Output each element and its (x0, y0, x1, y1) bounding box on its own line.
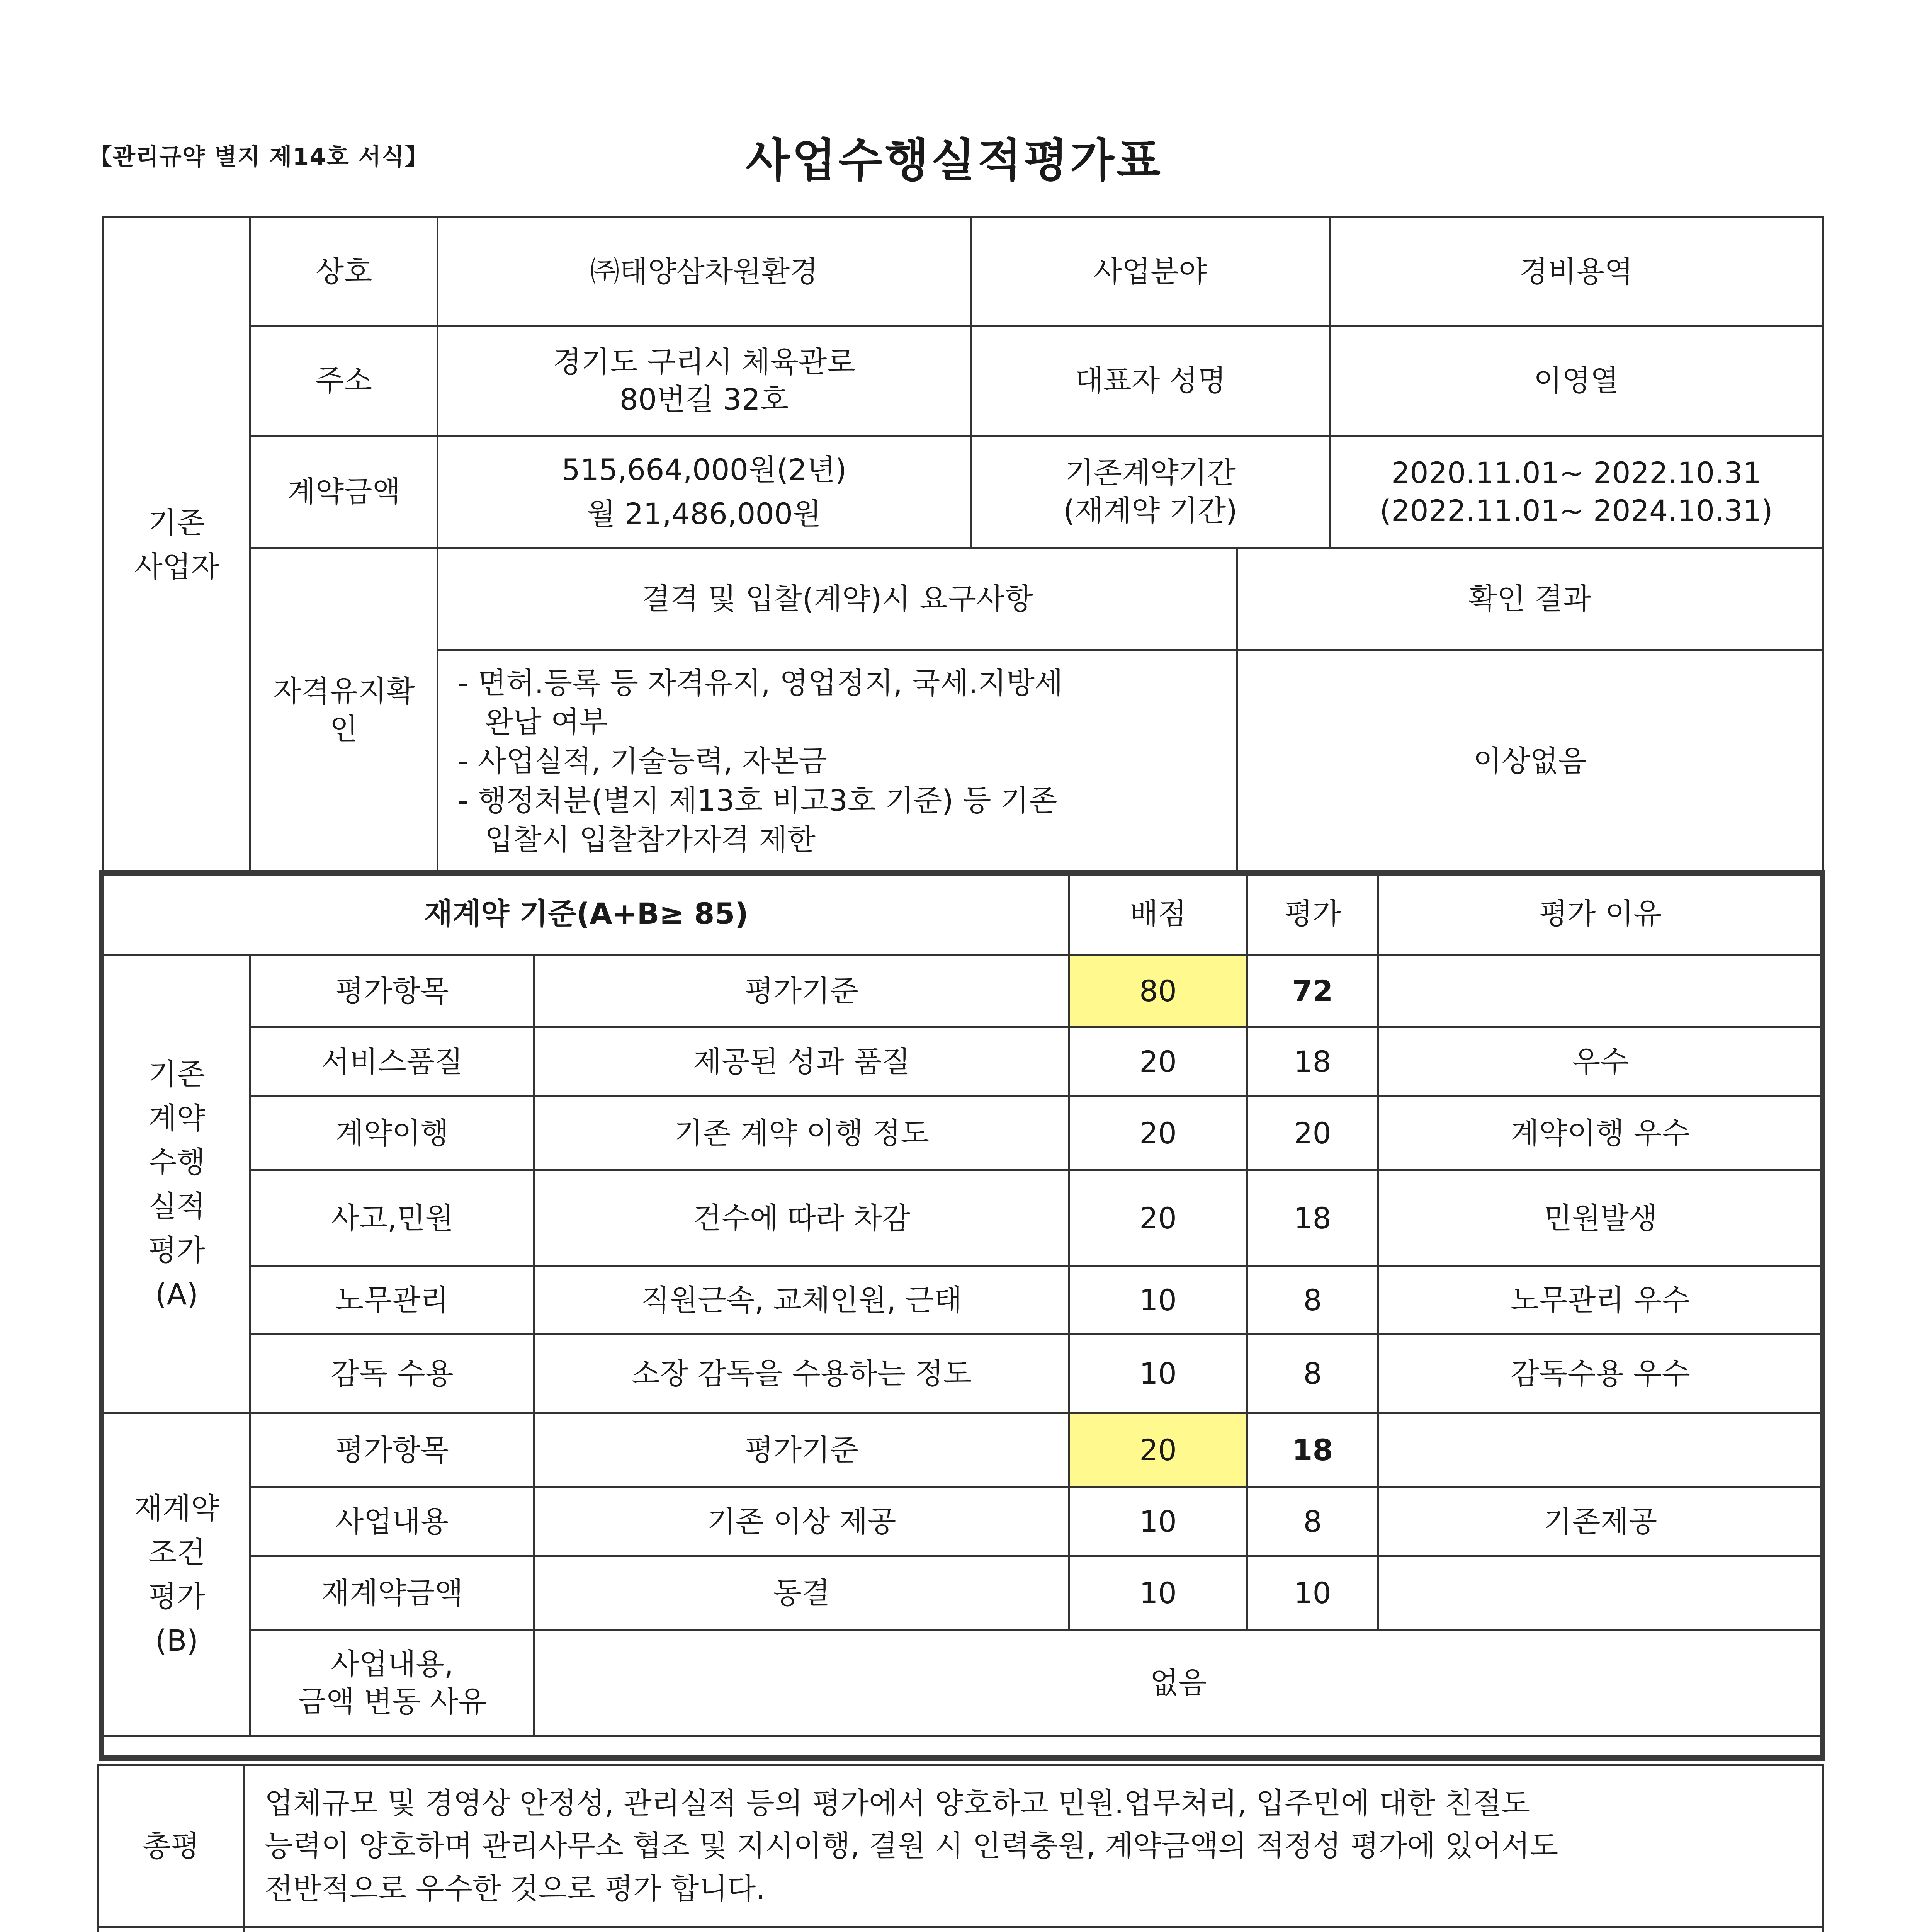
section-b-item-header: 평가항목 (250, 1413, 534, 1487)
form-number-tag: 【관리규약 별지 제14호 서식】 (89, 143, 429, 170)
reason-header: 평가 이유 (1378, 872, 1823, 956)
table-row-item: 사고,민원 (250, 1170, 534, 1267)
change-reason-value: 없음 (534, 1630, 1823, 1736)
table-row-std: 소장 감독을 수용하는 정도 (534, 1334, 1069, 1413)
section-a-std-header: 평가기준 (534, 956, 1069, 1027)
table-row-score: 20 (1069, 1097, 1247, 1170)
business-field: 경비용역 (1330, 218, 1823, 326)
score-header: 배점 (1069, 872, 1247, 956)
table-row-reason: 노무관리 우수 (1378, 1267, 1823, 1334)
existing-contractor-label: 기존 사업자 (104, 218, 250, 872)
contract-period: 2020.11.01~ 2022.10.31 (2022.11.01~ 2024.10.31) (1330, 436, 1823, 548)
contract-amount-label: 계약금액 (250, 436, 438, 548)
table-row-item: 사업내용 (250, 1487, 534, 1556)
table-row-std: 건수에 따라 차감 (534, 1170, 1069, 1267)
plan-text (245, 1927, 1823, 1932)
address: 경기도 구리시 체육관로 80번길 32호 (438, 326, 971, 436)
table-row-reason: 우수 (1378, 1027, 1823, 1097)
eval-header: 평가 (1247, 872, 1378, 956)
table-row-std: 동결 (534, 1556, 1069, 1630)
table-row-item: 계약이행 (250, 1097, 534, 1170)
table-row-eval: 8 (1247, 1334, 1378, 1413)
evaluation-table (102, 871, 1824, 1737)
section-a-total-reason (1378, 956, 1823, 1027)
qualification-check-label: 자격유지확 인 (250, 548, 438, 872)
document-title: 사업수행실적평가표 (746, 134, 1163, 187)
table-row-score: 10 (1069, 1267, 1247, 1334)
section-a-total-score: 80 (1069, 956, 1247, 1027)
representative-label: 대표자 성명 (971, 326, 1330, 436)
table-row-score: 10 (1069, 1556, 1247, 1630)
section-a-item-header: 평가항목 (250, 956, 534, 1027)
table-row-std: 기존 이상 제공 (534, 1487, 1069, 1556)
table-row-eval: 18 (1247, 1027, 1378, 1097)
contract-period-label: 기존계약기간 (재계약 기간) (971, 436, 1330, 548)
table-row-reason: 민원발생 (1378, 1170, 1823, 1267)
table-row-score: 10 (1069, 1487, 1247, 1556)
business-field-label: 사업분야 (971, 218, 1330, 326)
section-b-label: 재계약 조건 평가 (B) (104, 1413, 250, 1736)
table-row-reason: 감독수용 우수 (1378, 1334, 1823, 1413)
table-row-score: 20 (1069, 1170, 1247, 1267)
section-a-total-eval: 72 (1247, 956, 1378, 1027)
table-row-reason: 기존제공 (1378, 1487, 1823, 1556)
table-row-eval: 8 (1247, 1487, 1378, 1556)
company-info-table (102, 216, 1824, 873)
summary-label: 총평 (98, 1765, 245, 1927)
table-row-item: 감독 수용 (250, 1334, 534, 1413)
plan-label (98, 1927, 245, 1932)
table-row-eval: 10 (1247, 1556, 1378, 1630)
table-row-eval: 20 (1247, 1097, 1378, 1170)
summary-text: 업체규모 및 경영상 안정성, 관리실적 등의 평가에서 양호하고 민원.업무처리, 입주민에 대한 친절도 능력이 양호하며 관리사무소 협조 및 지시이행, 결원 시 인력충원, 계약금액의 적정성 평가에 있어서도 전반적으로 우수한 것으로 평가 합니다. (245, 1765, 1823, 1927)
table-row-std: 직원근속, 교체인원, 근태 (534, 1267, 1069, 1334)
check-result-header: 확인 결과 (1237, 548, 1823, 650)
section-a-label: 기존 계약 수행 실적 평가 (A) (104, 956, 250, 1413)
company-name: ㈜태양삼차원환경 (438, 218, 971, 326)
representative-name: 이영열 (1330, 326, 1823, 436)
section-b-std-header: 평가기준 (534, 1413, 1069, 1487)
section-b-total-reason (1378, 1413, 1823, 1487)
section-b-total-eval: 18 (1247, 1413, 1378, 1487)
address-label: 주소 (250, 326, 438, 436)
table-row-item: 노무관리 (250, 1267, 534, 1334)
table-row-item: 서비스품질 (250, 1027, 534, 1097)
table-row-score: 10 (1069, 1334, 1247, 1413)
requirements-list: - 면허.등록 등 자격유지, 영업정지, 국세.지방세 완납 여부 - 사업실적, 기술능력, 자본금 - 행정처분(별지 제13호 비고3호 기준) 등 기존 입찰시 입찰참가자격 제한 (438, 650, 1237, 872)
recontract-criteria-header: 재계약 기준(A+B≥ 85) (104, 872, 1069, 956)
requirements-header: 결격 및 입찰(계약)시 요구사항 (438, 548, 1237, 650)
table-row-score: 20 (1069, 1027, 1247, 1097)
table-row-eval: 18 (1247, 1170, 1378, 1267)
table-row-std: 기존 계약 이행 정도 (534, 1097, 1069, 1170)
table-row-reason (1378, 1556, 1823, 1630)
company-name-label: 상호 (250, 218, 438, 326)
check-result: 이상없음 (1237, 650, 1823, 872)
table-row-reason: 계약이행 우수 (1378, 1097, 1823, 1170)
summary-plan-table (97, 1764, 1824, 1932)
change-reason-label: 사업내용, 금액 변동 사유 (250, 1630, 534, 1736)
table-row-item: 재계약금액 (250, 1556, 534, 1630)
table-row-std: 제공된 성과 품질 (534, 1027, 1069, 1097)
contract-amount: 515,664,000원(2년) 월 21,486,000원 (438, 436, 971, 548)
table-row-eval: 8 (1247, 1267, 1378, 1334)
section-b-total-score: 20 (1069, 1413, 1247, 1487)
